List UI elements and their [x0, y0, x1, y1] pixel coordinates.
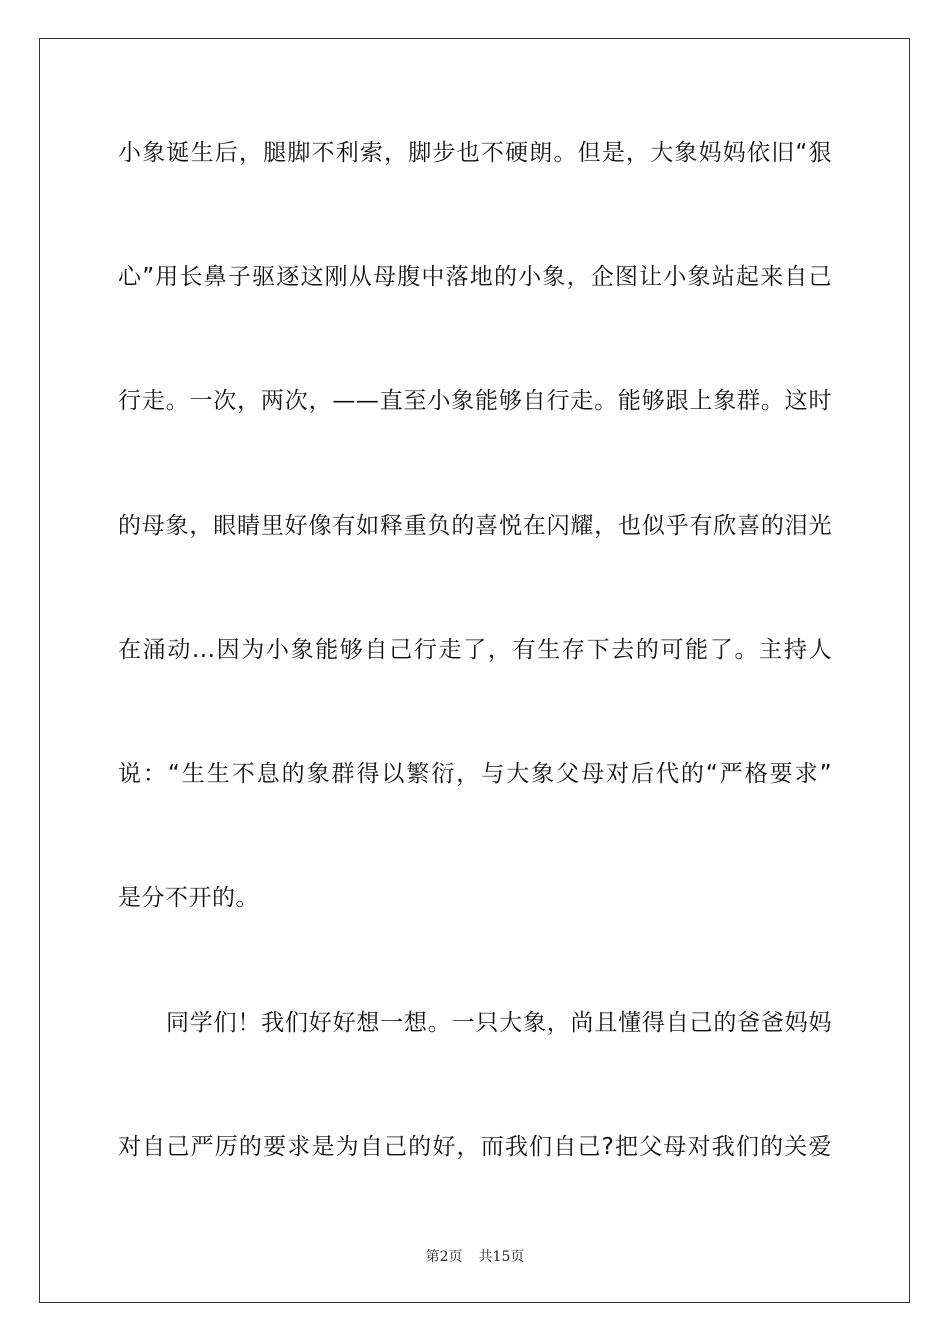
page-footer: [0, 1248, 950, 1266]
paragraph-line: 在涌动...因为小象能够自己行走了，有生存下去的可能了。主持人: [118, 637, 832, 663]
paragraph-line: 小象诞生后，腿脚不利索，脚步也不硬朗。但是，大象妈妈依旧“狠: [118, 140, 832, 166]
paragraph-line: 说：“生生不息的象群得以繁衍，与大象父母对后代的“严格要求”: [118, 761, 832, 787]
paragraph-line: 的母象，眼睛里好像有如释重负的喜悦在闪耀，也似乎有欣喜的泪光: [118, 513, 832, 539]
page-total: 共15页: [478, 1249, 525, 1265]
paragraph-line: 对自己严厉的要求是为自己的好，而我们自己?把父母对我们的关爱: [118, 1134, 832, 1160]
paragraph-line: 行走。一次，两次，——直至小象能够自行走。能够跟上象群。这时: [118, 388, 832, 414]
paragraph-line: 同学们！我们好好想一想。一只大象，尚且懂得自己的爸爸妈妈: [166, 1010, 832, 1036]
page-border: [39, 38, 910, 1303]
paragraph-line: 是分不开的。: [118, 885, 259, 911]
paragraph-line: 心”用长鼻子驱逐这刚从母腹中落地的小象，企图让小象站起来自己: [118, 264, 832, 290]
page-number: 第2页: [425, 1249, 463, 1265]
